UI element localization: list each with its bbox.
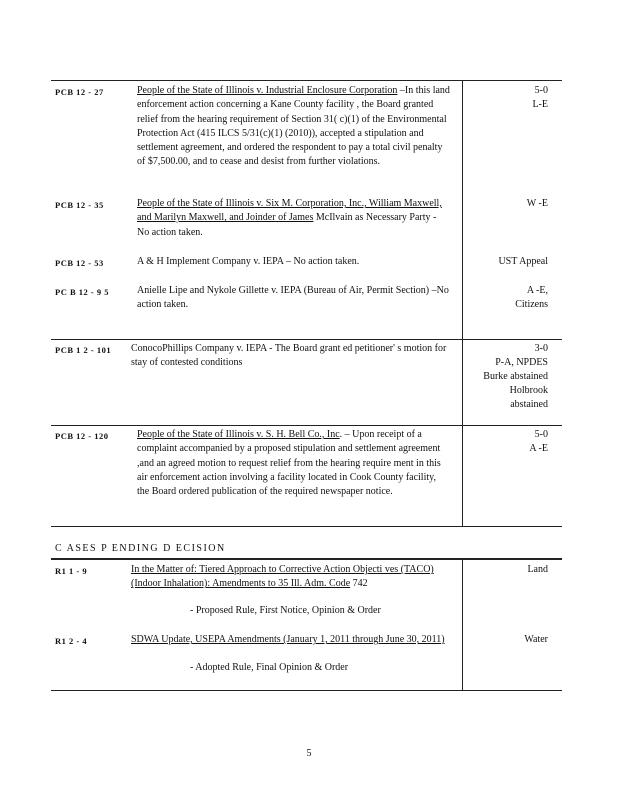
category-label: Water: [524, 634, 548, 645]
case-number: PCB 1 2 - 101: [55, 345, 112, 355]
vote-cell: [453, 428, 548, 456]
vote-line: A -E,: [526, 285, 548, 296]
case-title: In the Matter of: Tiered Approach to Corrective Action Objecti ves (TACO) (Indoor Inhalation): Amendments to 35 Ill. Adm. Code: [131, 564, 434, 590]
case-text: . – Upon receipt of a complaint accompanied by a proposed stipulation and settlement agreement ,and an agreed motion to request relief from the hearing require ment in this air enforcement action involving a facility located in Cook County facility, the Board ordered publication of the required newspaper notice.: [137, 429, 441, 498]
case-title: People of the State of Illinois v. Six M. Corporation, Inc., William Maxwell, and Marilyn Maxwell, and Joinder of James: [137, 198, 442, 224]
case-title: People of the State of Illinois v. S. H. Bell Co., Inc: [137, 429, 340, 440]
case-text: Anielle Lipe and Nykole Gillette v. IEPA (Bureau of Air, Permit Section) –No action taken.: [137, 285, 449, 311]
vote-line: A -E: [529, 443, 548, 454]
case-description: [131, 633, 449, 647]
case-description: [137, 428, 450, 499]
row-divider: [51, 425, 562, 426]
row-divider: [51, 339, 562, 340]
vote-line: L-E: [532, 99, 548, 110]
case-action: - Proposed Rule, First Notice, Opinion & Order: [190, 605, 381, 616]
vote-cell: [453, 284, 548, 312]
case-description: [131, 342, 449, 371]
case-description: [137, 255, 450, 269]
vote-cell: [453, 255, 548, 269]
vote-line: 3-0: [534, 343, 548, 354]
section-title: C ASES P ENDING D ECISION: [55, 543, 226, 554]
case-title: SDWA Update, USEPA Amendments (January 1, 2011 through June 30, 2011): [131, 634, 445, 645]
case-number: PCB 12 - 35: [55, 200, 104, 210]
case-number: R1 1 - 9: [55, 566, 88, 576]
case-action: - Adopted Rule, Final Opinion & Order: [190, 662, 349, 673]
category-cell: [453, 563, 548, 577]
vote-cell: [453, 197, 548, 211]
row-divider: [51, 690, 562, 691]
page-number: 5: [306, 748, 312, 759]
vote-cell: [453, 84, 548, 112]
vote-line: Burke abstained: [483, 371, 548, 382]
case-number: PCB 12 - 27: [55, 87, 104, 97]
case-number: PCB 12 - 53: [55, 258, 104, 268]
row-divider: [51, 80, 562, 81]
case-text: ConocoPhillips Company v. IEPA - The Board grant ed petitioner' s motion for stay of contested conditions: [131, 343, 447, 369]
vote-line: abstained: [510, 399, 548, 410]
vote-line: P-A, NPDES: [495, 357, 548, 368]
case-number: R1 2 - 4: [55, 636, 88, 646]
case-text: –In this land enforcement action concerning a Kane County facility , the Board granted relief from the hearing requirement of Section 31( c)(1) of the Environmental Protection Act (415 ILCS 5/31(c)(1) (2010)), accepted a stipulation and settlement agreement, and ordered the respondent to pay a total civil penalty of $7,500.00, and to cease and desist from further violations.: [137, 85, 450, 168]
vote-line: 5-0: [534, 85, 548, 96]
case-title: People of the State of Illinois v. Industrial Enclosure Corporation: [137, 85, 398, 96]
case-description: [137, 84, 450, 170]
case-text: McIlvain as Necessary Party - No action taken.: [137, 212, 437, 238]
vote-line: Citizens: [515, 299, 548, 310]
column-divider: [462, 560, 463, 690]
case-description: [137, 284, 450, 313]
case-number: PCB 12 - 120: [55, 431, 109, 441]
category-label: Land: [527, 564, 548, 575]
case-text: A & H Implement Company v. IEPA – No action taken.: [137, 256, 360, 267]
section-rule: [51, 558, 562, 560]
category-cell: [453, 633, 548, 647]
case-description: [131, 563, 449, 592]
case-number: PC B 12 - 9 5: [55, 287, 109, 297]
vote-line: W -E: [526, 198, 548, 209]
vote-line: Holbrook: [509, 385, 548, 396]
vote-line: 5-0: [534, 429, 548, 440]
case-description: [137, 197, 450, 240]
case-text: 742: [352, 578, 368, 590]
vote-line: UST Appeal: [498, 256, 548, 267]
vote-cell: [453, 342, 548, 412]
row-divider: [51, 526, 562, 527]
